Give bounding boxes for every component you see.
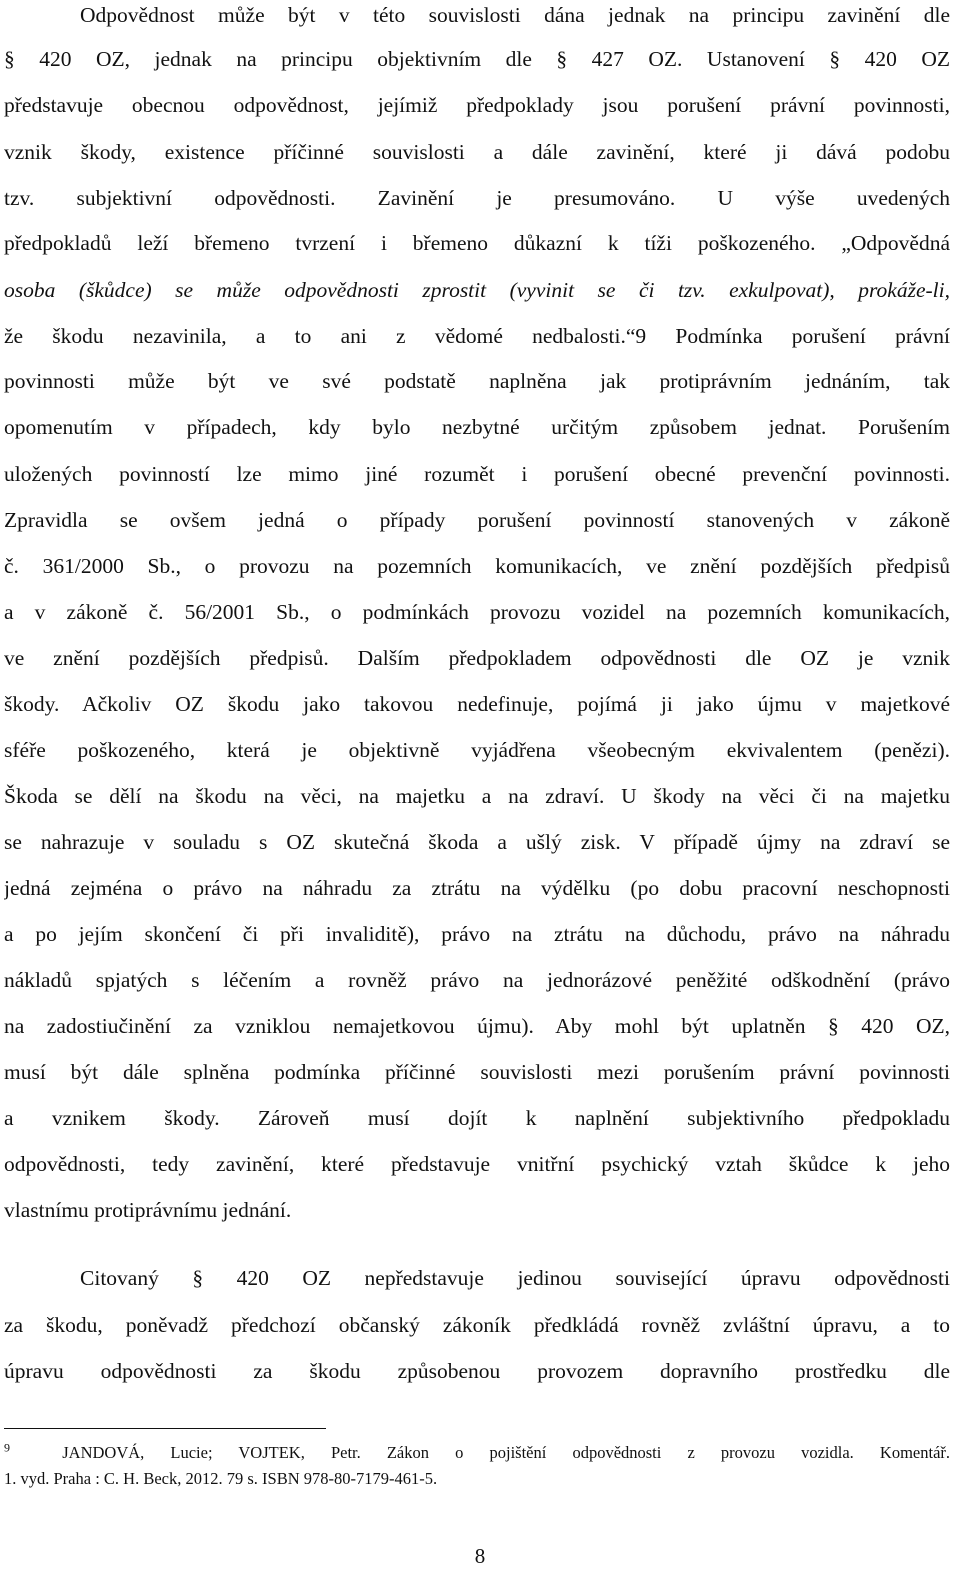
text-line: § 420 OZ, jednak na principu objektivním dle § 427 OZ. Ustanovení § 420 OZ (4, 47, 950, 71)
text-line: vlastnímu protiprávnímu jednání. (4, 1198, 292, 1222)
text-line: a vznikem škody. Zároveň musí dojít k naplnění subjektivního předpokladu (4, 1106, 950, 1130)
text-line: povinnosti může být ve své podstatě naplněna jak protiprávním jednáním, tak (4, 369, 950, 393)
text-line: ve znění pozdějších předpisů. Dalším předpokladem odpovědnosti dle OZ je vznik (4, 646, 950, 670)
text-line: osoba (škůdce) se může odpovědnosti zprostit (vyvinit se či tzv. exkulpovat), prokáže-li, (4, 278, 950, 302)
text-line: se nahrazuje v souladu s OZ skutečná škoda a ušlý zisk. V případě újmy na zdraví se (4, 830, 950, 854)
text-line: musí být dále splněna podmínka příčinné souvislosti mezi porušením právní povinnosti (4, 1060, 950, 1084)
text-line: Škoda se dělí na škodu na věci, na majetku a na zdraví. U škody na věci či na majetku (4, 784, 950, 808)
footnote-line (4, 1442, 950, 1464)
text-line: odpovědnosti, tedy zavinění, které představuje vnitřní psychický vztah škůdce k jeho (4, 1152, 950, 1176)
text-line: škody. Ačkoliv OZ škodu jako takovou nedefinuje, pojímá ji jako újmu v majetkové (4, 692, 950, 716)
text-line: jedná zejména o právo na náhradu za ztrátu na výdělku (po dobu pracovní neschopnosti (4, 876, 950, 900)
text-line: č. 361/2000 Sb., o provozu na pozemních komunikacích, ve znění pozdějších předpisů (4, 554, 950, 578)
text-line: a v zákoně č. 56/2001 Sb., o podmínkách provozu vozidel na pozemních komunikacích, (4, 600, 950, 624)
text-line: představuje obecnou odpovědnost, jejímiž předpoklady jsou porušení právní povinnosti, (4, 93, 950, 117)
text-line: opomenutím v případech, kdy bylo nezbytné určitým způsobem jednat. Porušením (4, 415, 950, 439)
footnote-line: 1. vyd. Praha : C. H. Beck, 2012. 79 s. ISBN 978-80-7179-461-5. (4, 1469, 438, 1488)
footnote-marker: 9 (4, 1442, 10, 1455)
footnote-text: JANDOVÁ, Lucie; VOJTEK, Petr. Zákon o pojištění odpovědnosti z provozu vozidla. Komentář. (62, 1443, 950, 1462)
text-line: na zadostiučinění za vzniklou nemajetkovou újmu). Aby mohl být uplatněn § 420 OZ, (4, 1014, 950, 1038)
text-line: vznik škody, existence příčinné souvislosti a dále zavinění, které ji dává podobu (4, 140, 950, 164)
text-line: Zpravidla se ovšem jedná o případy porušení povinností stanovených v zákoně (4, 508, 950, 532)
text-line: že škodu nezavinila, a to ani z vědomé nedbalosti.“9 Podmínka porušení právní (4, 324, 950, 348)
text-line: uložených povinností lze mimo jiné rozumět i porušení obecné prevenční povinnosti. (4, 462, 950, 486)
text-line: a po jejím skončení či při invaliditě), právo na ztrátu na důchodu, právo na náhradu (4, 922, 950, 946)
footnote-separator (4, 1428, 326, 1429)
text-line: předpokladů leží břemeno tvrzení i břemeno důkazní k tíži poškozeného. „Odpovědná (4, 231, 950, 255)
text-line: úpravu odpovědnosti za škodu způsobenou provozem dopravního prostředku dle (4, 1359, 950, 1383)
page-number: 8 (474, 1544, 486, 1568)
text-line: tzv. subjektivní odpovědnosti. Zavinění je presumováno. U výše uvedených (4, 186, 950, 210)
text-line: sféře poškozeného, která je objektivně vyjádřena všeobecným ekvivalentem (penězi). (4, 738, 950, 762)
text-line: Odpovědnost může být v této souvislosti dána jednak na principu zavinění dle (80, 3, 950, 27)
text-line: nákladů spjatých s léčením a rovněž právo na jednorázové peněžité odškodnění (právo (4, 968, 950, 992)
text-line: Citovaný § 420 OZ nepředstavuje jedinou související úpravu odpovědnosti (80, 1266, 950, 1290)
text-line: za škodu, poněvadž předchozí občanský zákoník předkládá rovněž zvláštní úpravu, a to (4, 1313, 950, 1337)
